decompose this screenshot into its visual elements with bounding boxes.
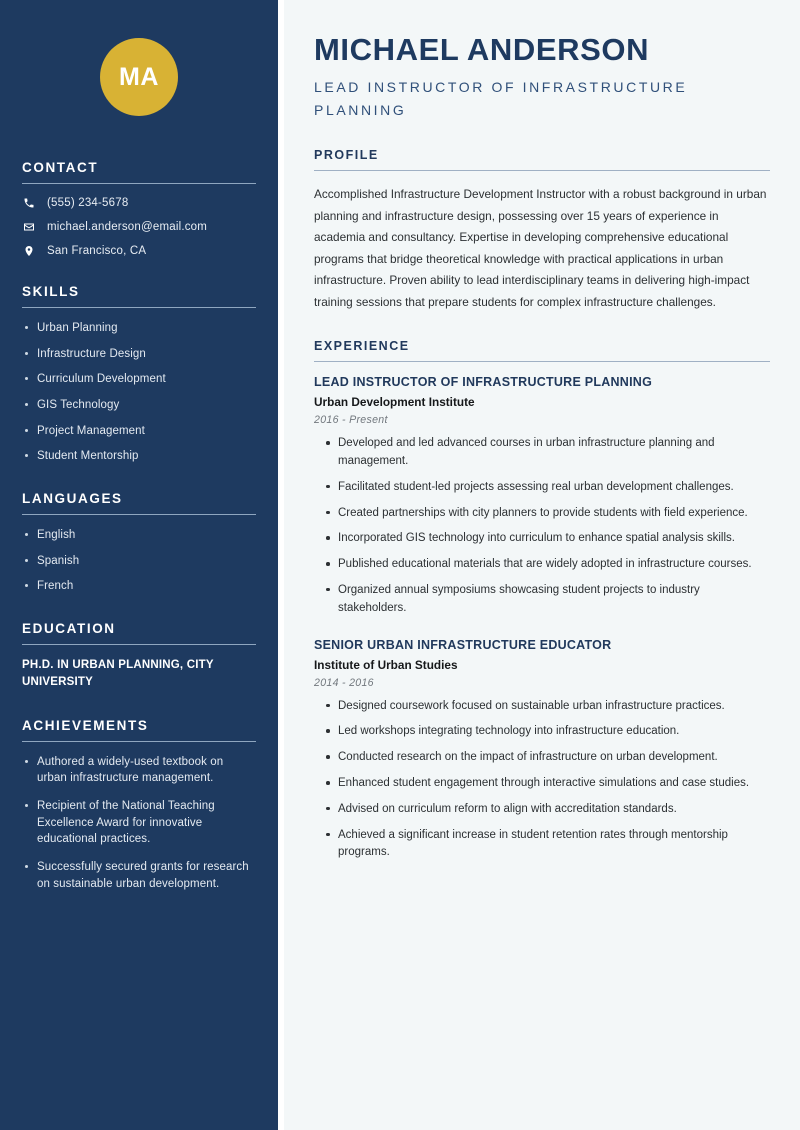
list-item: Project Management	[22, 423, 256, 440]
sidebar-section-contact	[22, 160, 256, 258]
education-heading: EDUCATION	[22, 621, 116, 637]
sidebar-section-education	[22, 621, 256, 692]
experience-entry	[314, 375, 770, 618]
contact-email-value: michael.anderson@email.com	[47, 221, 208, 233]
experience-company: Institute of Urban Studies	[314, 657, 458, 672]
experience-dates: 2016 - Present	[314, 414, 388, 427]
sidebar-section-skills	[22, 284, 256, 465]
avatar: MA	[100, 38, 178, 116]
list-item: Achieved a significant increase in student retention rates through mentorship programs.	[324, 827, 770, 863]
list-item: Published educational materials that are widely adopted in infrastructure courses.	[324, 556, 770, 574]
map-pin-icon	[22, 244, 36, 258]
sidebar-section-languages	[22, 491, 256, 595]
contact-divider	[22, 183, 256, 184]
main-panel	[284, 0, 800, 1130]
list-item: Developed and led advanced courses in urban infrastructure planning and management.	[324, 435, 770, 471]
experience-job-title: LEAD INSTRUCTOR OF INFRASTRUCTURE PLANNING	[314, 375, 653, 390]
list-item: Spanish	[22, 553, 256, 570]
education-entry: PH.D. IN URBAN PLANNING, CITY UNIVERSITY	[22, 659, 214, 689]
skills-list	[22, 320, 256, 465]
contact-item-phone[interactable]	[22, 196, 256, 210]
main-section-experience	[314, 339, 770, 862]
list-item: Designed coursework focused on sustainable urban infrastructure practices.	[324, 698, 770, 716]
profile-heading: PROFILE	[314, 148, 379, 163]
list-item: Organized annual symposiums showcasing student projects to industry stakeholders.	[324, 582, 770, 618]
list-item: Enhanced student engagement through interactive simulations and case studies.	[324, 775, 770, 793]
list-item: Successfully secured grants for research on sustainable urban development.	[22, 859, 256, 892]
experience-dates: 2014 - 2016	[314, 676, 374, 689]
languages-heading: LANGUAGES	[22, 491, 123, 507]
list-item: Curriculum Development	[22, 371, 256, 388]
contact-item-location[interactable]	[22, 244, 256, 258]
list-item: Authored a widely-used textbook on urban infrastructure management.	[22, 754, 256, 787]
skills-heading: SKILLS	[22, 284, 80, 299]
achievements-list	[22, 754, 256, 893]
list-item: Infrastructure Design	[22, 346, 256, 363]
experience-divider	[314, 361, 770, 362]
list-item: Conducted research on the impact of infrastructure on urban development.	[324, 749, 770, 767]
education-divider	[22, 644, 256, 645]
experience-job-title: SENIOR URBAN INFRASTRUCTURE EDUCATOR	[314, 637, 612, 652]
profile-text: Accomplished Infrastructure Development Instructor with a robust background in urban planning and infrastructure design, possessing over 15 years of experience in academia and consultancy. Expertise in developing comprehensive educational programs that bridge theoretical knowledge with practical applications in urban infrastructure. Proven ability to lead interdisciplinary teams in delivering high-impact training sessions that prepare students for complex infrastructure challenges.	[314, 187, 767, 309]
list-item: Led workshops integrating technology into infrastructure education.	[324, 723, 770, 741]
phone-icon	[22, 196, 36, 210]
profile-divider	[314, 170, 770, 171]
envelope-icon	[22, 220, 36, 234]
list-item: Urban Planning	[22, 320, 256, 337]
list-item: Student Mentorship	[22, 448, 256, 465]
contact-heading: CONTACT	[22, 160, 99, 175]
experience-company: Urban Development Institute	[314, 395, 475, 410]
sidebar-section-achievements	[22, 718, 256, 893]
achievements-heading: ACHIEVEMENTS	[22, 717, 149, 733]
list-item: GIS Technology	[22, 397, 256, 414]
list-item: English	[22, 527, 256, 544]
experience-entry	[314, 638, 770, 863]
page-title: MICHAEL ANDERSON	[314, 32, 650, 67]
contact-location-value: San Francisco, CA	[47, 245, 147, 257]
list-item: Created partnerships with city planners to provide students with field experience.	[324, 505, 770, 523]
list-item: Incorporated GIS technology into curriculum to enhance spatial analysis skills.	[324, 530, 770, 548]
sidebar	[0, 0, 278, 1130]
contact-item-email[interactable]	[22, 220, 256, 234]
experience-bullet-list	[314, 435, 770, 618]
job-role-subtitle: LEAD INSTRUCTOR OF INFRASTRUCTURE PLANNING	[314, 79, 688, 119]
list-item: Advised on curriculum reform to align with accreditation standards.	[324, 801, 770, 819]
list-item: Facilitated student-led projects assessing real urban development challenges.	[324, 479, 770, 497]
languages-list	[22, 527, 256, 595]
languages-divider	[22, 514, 256, 515]
skills-divider	[22, 307, 256, 308]
list-item: French	[22, 578, 256, 595]
main-section-profile	[314, 148, 770, 313]
avatar-container	[22, 0, 256, 160]
list-item: Recipient of the National Teaching Excellence Award for innovative educational practices.	[22, 798, 256, 848]
experience-heading: EXPERIENCE	[314, 339, 410, 354]
experience-bullet-list	[314, 698, 770, 863]
contact-phone-value: (555) 234-5678	[47, 197, 129, 209]
achievements-divider	[22, 741, 256, 742]
